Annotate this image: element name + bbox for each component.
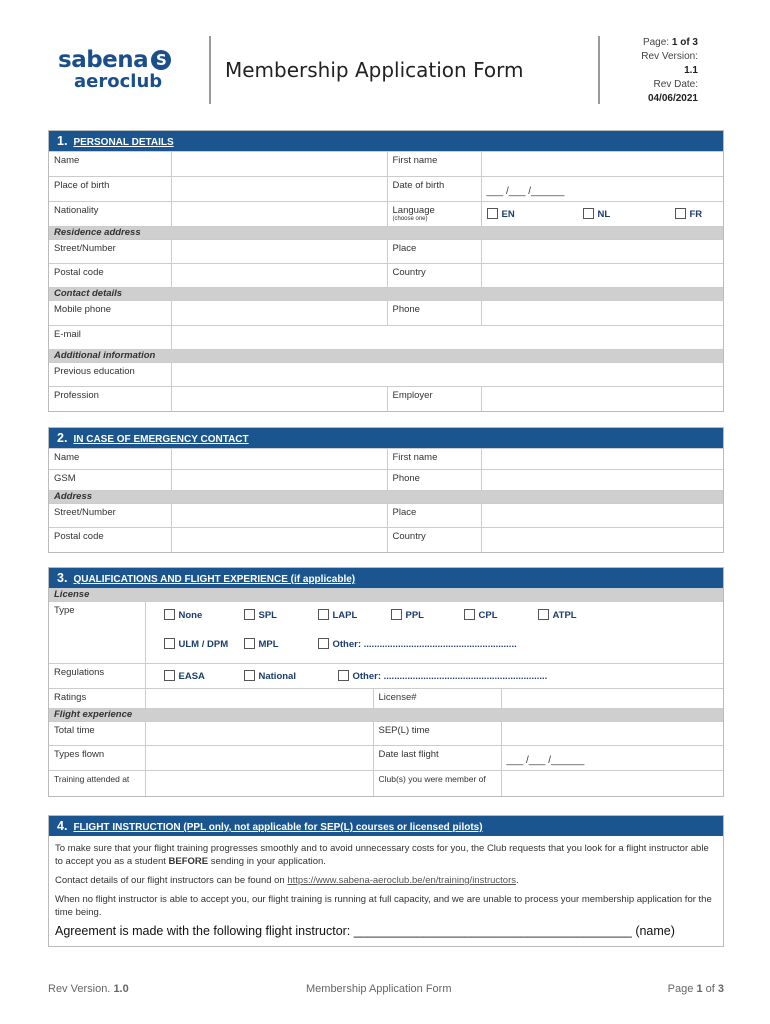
label-country: Country <box>387 264 481 288</box>
input-profession[interactable] <box>171 387 387 411</box>
input-total-time[interactable] <box>145 722 373 746</box>
input-name[interactable] <box>171 152 387 177</box>
agreement-label: Agreement is made with the following flight instructor: <box>55 924 351 938</box>
input-types-flown[interactable] <box>145 746 373 771</box>
label-name: Name <box>49 152 171 177</box>
input-email[interactable] <box>171 326 723 350</box>
label-postal-code: Postal code <box>49 264 171 288</box>
license-other-label: Other: .......................................................... <box>332 639 517 650</box>
header-divider-right <box>598 36 600 104</box>
checkbox-icon <box>244 670 255 681</box>
checkbox-national[interactable] <box>244 670 296 682</box>
checkbox-spl[interactable] <box>244 609 277 621</box>
instruction-text <box>49 836 723 946</box>
form-title: Membership Application Form <box>225 58 524 82</box>
input-street[interactable] <box>171 240 387 264</box>
lapl-label: LAPL <box>332 610 358 621</box>
input-emergency-place[interactable] <box>481 504 723 528</box>
agreement-line <box>55 925 717 938</box>
spl-label: SPL <box>258 610 277 621</box>
lang-nl-label: NL <box>597 209 611 220</box>
label-nationality: Nationality <box>49 202 171 227</box>
footer-page-of: of <box>705 983 715 995</box>
input-phone[interactable] <box>481 301 723 326</box>
regulation-other-label: Other: .............................................................. <box>352 671 548 682</box>
lang-fr-label: FR <box>689 209 703 220</box>
label-training-attended: Training attended at <box>49 771 145 796</box>
checkbox-icon <box>675 208 686 219</box>
national-label: National <box>258 671 296 682</box>
input-sep-time[interactable] <box>501 722 723 746</box>
section-header <box>49 568 723 588</box>
section-number: 2. <box>57 431 68 445</box>
checkbox-icon <box>538 609 549 620</box>
subheader-address: Address <box>49 491 723 504</box>
page-label: Page: <box>642 37 670 48</box>
label-emergency-place: Place <box>387 504 481 528</box>
input-first-name[interactable] <box>481 152 723 177</box>
checkbox-lang-nl[interactable] <box>583 208 611 220</box>
checkbox-icon <box>464 609 475 620</box>
section-title: FLIGHT INSTRUCTION (PPL only, not applicable for SEP(L) courses or licensed pilots) <box>73 822 483 833</box>
label-emergency-phone: Phone <box>387 470 481 491</box>
section-header <box>49 816 723 836</box>
label-sep-time: SEP(L) time <box>373 722 501 746</box>
input-date-last-flight[interactable] <box>501 746 723 771</box>
logo-text-sabena: sabena <box>58 47 149 73</box>
footer-title: Membership Application Form <box>306 983 452 995</box>
input-place-of-birth[interactable] <box>171 177 387 202</box>
input-training-attended[interactable] <box>145 771 373 796</box>
checkbox-icon <box>487 208 498 219</box>
label-mobile-phone: Mobile phone <box>49 301 171 326</box>
name-hint: (name) <box>631 924 675 938</box>
checkbox-cpl[interactable] <box>464 609 498 621</box>
checkbox-icon <box>244 638 255 649</box>
rev-date-value: 04/06/2021 <box>647 93 698 104</box>
subheader-license: License <box>49 589 723 602</box>
input-emergency-street[interactable] <box>171 504 387 528</box>
document-meta <box>641 36 698 106</box>
label-regulations: Regulations <box>49 664 145 689</box>
section-personal-details <box>48 130 724 412</box>
checkbox-ulm-dpm[interactable] <box>164 638 229 650</box>
input-ratings[interactable] <box>145 689 373 709</box>
checkbox-icon <box>164 609 175 620</box>
section-title: PERSONAL DETAILS <box>73 137 174 148</box>
label-ratings: Ratings <box>49 689 145 709</box>
input-emergency-country[interactable] <box>481 528 723 552</box>
label-street: Street/Number <box>49 240 171 264</box>
checkbox-icon <box>338 670 349 681</box>
mpl-label: MPL <box>258 639 279 650</box>
checkbox-atpl[interactable] <box>538 609 577 621</box>
checkbox-regulation-other[interactable] <box>338 670 548 682</box>
input-nationality[interactable] <box>171 202 387 227</box>
subheader-flight-experience: Flight experience <box>49 709 723 722</box>
input-emergency-name[interactable] <box>171 449 387 470</box>
input-place[interactable] <box>481 240 723 264</box>
footer-page-current: 1 <box>696 983 703 995</box>
section-number: 1. <box>57 134 68 148</box>
ppl-label: PPL <box>405 610 424 621</box>
paragraph-2-end: . <box>516 875 519 886</box>
input-license-number[interactable] <box>501 689 723 709</box>
checkbox-icon <box>244 609 255 620</box>
checkbox-easa[interactable] <box>164 670 205 682</box>
label-profession: Profession <box>49 387 171 411</box>
page-header <box>0 0 770 115</box>
rev-date-label: Rev Date: <box>653 79 698 90</box>
paragraph-2-text: Contact details of our flight instructors can be found on <box>55 875 288 886</box>
section-header <box>49 428 723 448</box>
language-label: Language <box>392 205 435 216</box>
language-options <box>481 202 723 227</box>
section-emergency-contact <box>48 427 724 553</box>
page-footer <box>48 983 724 999</box>
none-label: None <box>178 610 203 621</box>
license-type-options <box>145 602 723 664</box>
input-postal-code[interactable] <box>171 264 387 288</box>
input-clubs-member[interactable] <box>501 771 723 796</box>
paragraph-1 <box>55 842 717 868</box>
label-place: Place <box>387 240 481 264</box>
label-email: E-mail <box>49 326 171 350</box>
label-language <box>387 202 481 227</box>
label-emergency-country: Country <box>387 528 481 552</box>
label-emergency-postal: Postal code <box>49 528 171 552</box>
before-emphasis: BEFORE <box>168 856 209 867</box>
choose-one-hint: (choose one) <box>392 216 428 222</box>
section-title: QUALIFICATIONS AND FLIGHT EXPERIENCE (if applicable) <box>73 574 356 585</box>
footer-page-total: 3 <box>717 983 724 995</box>
label-employer: Employer <box>387 387 481 411</box>
logo-text-aeroclub: aeroclub <box>74 71 163 92</box>
cpl-label: CPL <box>478 610 498 621</box>
section-number: 4. <box>57 819 68 833</box>
input-emergency-postal[interactable] <box>171 528 387 552</box>
section-number: 3. <box>57 571 68 585</box>
date-of-birth-placeholder: ___ /___ /______ <box>486 186 565 197</box>
paragraph-1-end: sending in your application. <box>208 856 326 867</box>
subheader-contact: Contact details <box>49 288 723 301</box>
input-mobile-phone[interactable] <box>171 301 387 326</box>
paragraph-2 <box>55 874 717 887</box>
subheader-residence: Residence address <box>49 227 723 240</box>
input-date-of-birth[interactable] <box>481 177 723 202</box>
instructors-link[interactable]: https://www.sabena-aeroclub.be/en/training/instructors <box>287 875 517 886</box>
label-total-time: Total time <box>49 722 145 746</box>
checkbox-none[interactable] <box>164 609 203 621</box>
label-previous-education: Previous education <box>49 363 171 387</box>
input-country[interactable] <box>481 264 723 288</box>
label-license-number: License# <box>373 689 501 709</box>
label-types-flown: Types flown <box>49 746 145 771</box>
checkbox-icon <box>164 670 175 681</box>
input-previous-education[interactable] <box>171 363 723 387</box>
label-date-of-birth: Date of birth <box>387 177 481 202</box>
lang-en-label: EN <box>501 209 515 220</box>
label-type: Type <box>49 602 145 664</box>
footer-rev-version <box>48 983 129 995</box>
checkbox-icon <box>583 208 594 219</box>
label-emergency-first-name: First name <box>387 449 481 470</box>
regulation-options <box>145 664 723 689</box>
label-emergency-street: Street/Number <box>49 504 171 528</box>
checkbox-lapl[interactable] <box>318 609 358 621</box>
easa-label: EASA <box>178 671 205 682</box>
checkbox-mpl[interactable] <box>244 638 279 650</box>
header-divider-left <box>209 36 211 104</box>
footer-page-number <box>668 983 724 995</box>
ulm-label: ULM / DPM <box>178 639 229 650</box>
checkbox-icon <box>318 609 329 620</box>
input-emergency-phone[interactable] <box>481 470 723 491</box>
section-flight-instruction <box>48 815 724 947</box>
sabena-aeroclub-logo <box>58 48 198 98</box>
rev-version-label: Rev Version: <box>641 51 698 62</box>
input-gsm[interactable] <box>171 470 387 491</box>
checkbox-lang-en[interactable] <box>487 208 515 220</box>
label-first-name: First name <box>387 152 481 177</box>
label-date-last-flight: Date last flight <box>373 746 501 771</box>
page-value: 1 of 3 <box>671 37 698 48</box>
checkbox-lang-fr[interactable] <box>675 208 703 220</box>
logo-swirl-icon: S <box>151 50 171 70</box>
label-clubs-member: Club(s) you were member of <box>373 771 501 796</box>
date-last-flight-placeholder: ___ /___ /______ <box>506 755 585 766</box>
checkbox-license-other[interactable] <box>318 638 517 650</box>
footer-page-label: Page <box>667 983 694 995</box>
label-phone: Phone <box>387 301 481 326</box>
atpl-label: ATPL <box>552 610 577 621</box>
input-emergency-first-name[interactable] <box>481 449 723 470</box>
label-emergency-name: Name <box>49 449 171 470</box>
label-place-of-birth: Place of birth <box>49 177 171 202</box>
section-qualifications <box>48 567 724 797</box>
footer-rev-label: Rev Version. <box>48 983 111 995</box>
paragraph-3: When no flight instructor is able to accept you, our flight training is running at full capacity, and we are unable to process your membership application for the time being. <box>55 894 712 918</box>
footer-rev-value: 1.0 <box>113 983 129 995</box>
rev-version-value: 1.1 <box>684 65 698 76</box>
instructor-name-field[interactable]: ________________________________________ <box>350 924 632 938</box>
label-gsm: GSM <box>49 470 171 491</box>
input-employer[interactable] <box>481 387 723 411</box>
paragraph-1-text: To make sure that your flight training progresses smoothly and to avoid unnecessary costs for you, the Club requests that you look for a flight instructor able to accept you as a student <box>55 843 709 867</box>
checkbox-icon <box>318 638 329 649</box>
checkbox-ppl[interactable] <box>391 609 424 621</box>
section-header <box>49 131 723 151</box>
section-title: IN CASE OF EMERGENCY CONTACT <box>73 434 249 445</box>
checkbox-icon <box>391 609 402 620</box>
checkbox-icon <box>164 638 175 649</box>
subheader-additional: Additional information <box>49 350 723 363</box>
